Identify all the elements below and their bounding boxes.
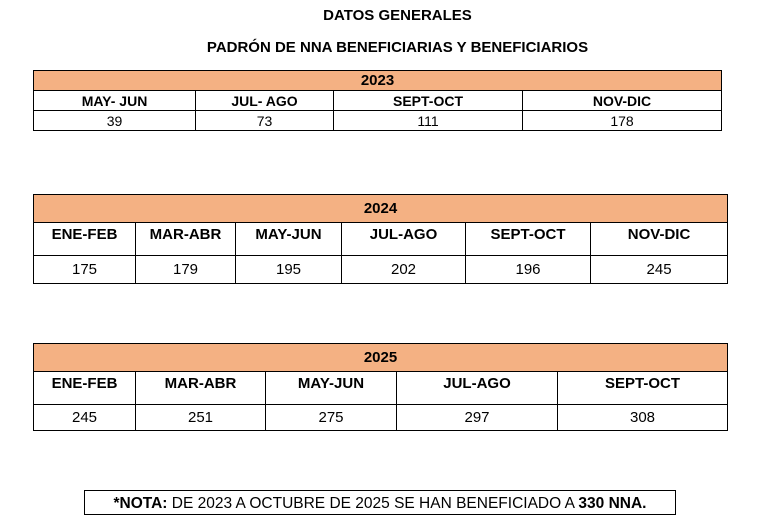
beneficiary-count: 251 <box>136 405 266 431</box>
beneficiary-count: 73 <box>196 111 334 131</box>
note-total: 330 NNA. <box>578 495 647 512</box>
period-header: ENE-FEB <box>34 223 136 256</box>
beneficiary-count: 39 <box>34 111 196 131</box>
note-text: DE 2023 A OCTUBRE DE 2025 SE HAN BENEFICIADO A <box>167 495 579 512</box>
year-header: 2025 <box>34 344 728 372</box>
period-header: MAR-ABR <box>136 372 266 405</box>
beneficiary-count: 178 <box>523 111 722 131</box>
beneficiary-count: 245 <box>591 256 728 284</box>
period-header: SEPT-OCT <box>558 372 728 405</box>
beneficiary-count: 179 <box>136 256 236 284</box>
period-header: JUL-AGO <box>397 372 558 405</box>
beneficiary-count: 111 <box>334 111 523 131</box>
beneficiary-count: 297 <box>397 405 558 431</box>
period-header: JUL- AGO <box>196 91 334 111</box>
period-header: NOV-DIC <box>523 91 722 111</box>
beneficiary-count: 275 <box>266 405 397 431</box>
note-box <box>84 490 676 515</box>
beneficiary-count: 195 <box>236 256 342 284</box>
beneficiary-count: 245 <box>34 405 136 431</box>
table-2025 <box>33 343 728 431</box>
beneficiary-count: 308 <box>558 405 728 431</box>
page-subtitle: PADRÓN DE NNA BENEFICIARIAS Y BENEFICIARIOS <box>206 39 589 56</box>
table-2024 <box>33 194 728 284</box>
period-header: MAY-JUN <box>266 372 397 405</box>
period-header: MAR-ABR <box>136 223 236 256</box>
period-header: NOV-DIC <box>591 223 728 256</box>
period-header: SEPT-OCT <box>466 223 591 256</box>
note-label: *NOTA: <box>113 495 168 512</box>
period-header: MAY- JUN <box>34 91 196 111</box>
table-2023 <box>33 70 722 131</box>
period-header: SEPT-OCT <box>334 91 523 111</box>
page-title: DATOS GENERALES <box>323 7 472 24</box>
year-header: 2023 <box>34 71 722 91</box>
period-header: JUL-AGO <box>342 223 466 256</box>
year-header: 2024 <box>34 195 728 223</box>
period-header: MAY-JUN <box>236 223 342 256</box>
beneficiary-count: 202 <box>342 256 466 284</box>
beneficiary-count: 196 <box>466 256 591 284</box>
beneficiary-count: 175 <box>34 256 136 284</box>
period-header: ENE-FEB <box>34 372 136 405</box>
